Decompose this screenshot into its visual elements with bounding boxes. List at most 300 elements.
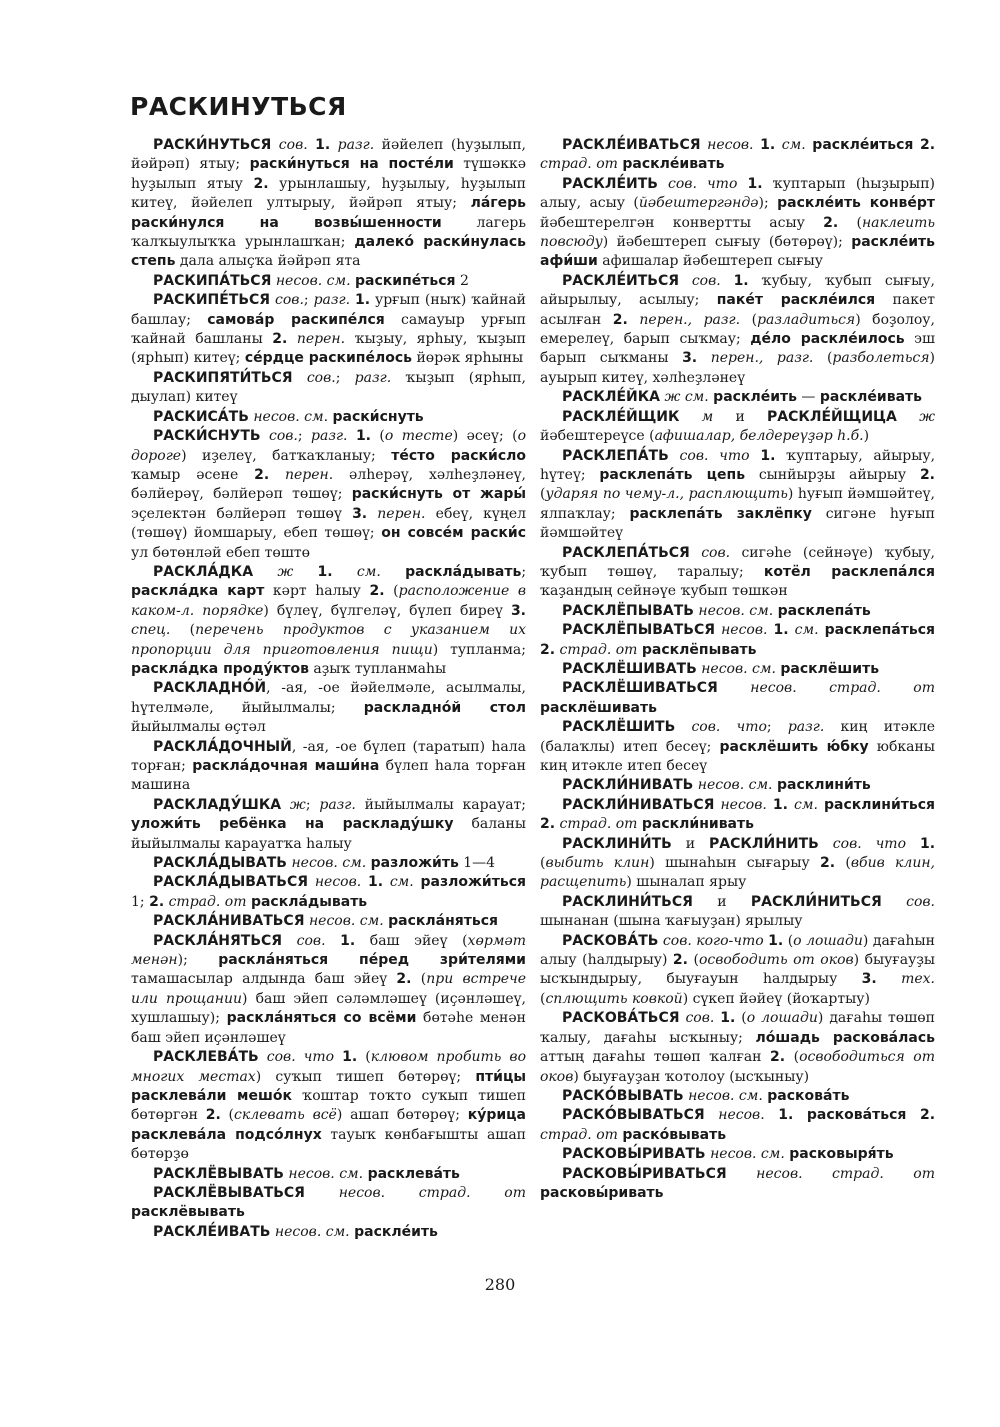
entry-text: ) дағаһын алыу (һалдырыу) — [540, 932, 935, 969]
entry-text: ; — [297, 428, 312, 445]
entry-text: наклеить повсюду — [540, 214, 935, 251]
entry-text: раскла́дочная маши́на — [192, 758, 380, 774]
entry-text: несов. см. — [291, 855, 367, 872]
entry-text: 2. — [253, 175, 269, 192]
dictionary-entry — [131, 1048, 526, 1164]
dictionary-entry — [131, 854, 526, 873]
dictionary-entry — [540, 175, 935, 272]
entry-text: ; — [521, 563, 527, 580]
entry-text — [253, 564, 277, 580]
entry-text — [793, 1107, 807, 1123]
dictionary-entry — [131, 932, 526, 1048]
entry-text: ( — [540, 486, 546, 503]
headword: РАСКЛА́ДЫВАТЬ — [153, 855, 287, 872]
entry-text: сов. что — [832, 835, 907, 852]
entry-text — [305, 1185, 339, 1201]
entry-text: 2. — [919, 1107, 936, 1124]
entry-text: сов. что — [691, 719, 767, 736]
entry-text: ( — [411, 971, 427, 988]
entry-text: сигәне һуғып йәмшәйтеү — [540, 505, 935, 542]
entry-text — [282, 933, 297, 949]
entry-text: см. — [356, 563, 381, 580]
entry-text: раскле́иться — [812, 137, 914, 153]
entry-text: о тесте — [384, 428, 453, 445]
entry-text: раскле́ить конве́рт — [777, 195, 935, 212]
entry-text: 1. — [773, 622, 789, 639]
entry-text: ) тупланма; — [432, 641, 526, 658]
dictionary-entry — [540, 447, 935, 544]
headword: РАСКЛА́ДОЧНЫЙ — [153, 738, 292, 755]
entry-text — [718, 680, 750, 696]
entry-text: сов. — [268, 428, 298, 445]
entry-text: 1. — [760, 137, 776, 153]
entry-text — [334, 1049, 342, 1065]
entry-text: освободиться от оков — [540, 1049, 936, 1085]
dictionary-entry — [131, 427, 526, 563]
entry-text: эш барып сыҡманы — [540, 331, 936, 367]
headword: РАСКИПЕ́ТЬСЯ — [153, 292, 271, 309]
entry-text: ) һуғып йәмшәйтеү, ялпаҡлау; — [540, 486, 935, 522]
entry-text: разг. — [787, 719, 825, 736]
headword: РАСКЛЁПЫВАТЬСЯ — [562, 622, 716, 639]
entry-text: паке́т раскле́ился — [716, 292, 876, 309]
entry-text: 2. — [920, 137, 936, 153]
entry-text — [765, 1107, 779, 1123]
dictionary-entry — [540, 408, 935, 447]
entry-text: ( — [838, 214, 862, 231]
entry-text: тех. — [901, 971, 935, 988]
entry-text: ) иҙелеү, батҡаҡланыу; — [181, 447, 392, 464]
entry-text — [727, 1166, 757, 1182]
dictionary-entry — [131, 272, 526, 291]
entry-text: 2. — [820, 855, 836, 872]
dictionary-entry — [131, 291, 526, 369]
entry-text: 2. — [919, 466, 935, 483]
entry-text: се́рдце раскипе́лось — [244, 350, 412, 367]
entry-text: несов. — [707, 137, 754, 153]
headword: РАСКЛЕПА́ТЬСЯ — [562, 544, 690, 561]
dictionary-entry — [131, 1184, 526, 1223]
entry-text: ҡамыр әсене — [131, 466, 255, 483]
entry-text: расклёпывать — [641, 641, 757, 658]
dictionary-entry — [131, 1165, 526, 1184]
entry-text: несов. см. — [697, 777, 773, 794]
entry-text: несов. страд. от — [338, 1184, 526, 1201]
dictionary-entry — [540, 796, 935, 835]
entry-text: ); — [758, 195, 778, 212]
dictionary-entry — [540, 893, 935, 932]
headword: РАСКЛИ́НИТЬСЯ — [750, 893, 882, 910]
dictionary-entry — [131, 738, 526, 796]
entry-text — [669, 448, 680, 464]
entry-text: разг. — [319, 796, 356, 813]
dictionary-entry — [131, 912, 526, 931]
entry-text: ( — [735, 1010, 747, 1027]
entry-text: урғып (ныҡ) ҡайнай башлау; — [131, 292, 526, 328]
entry-text: ҡаҙандың сейнәүе ҡубып төшкән — [540, 583, 788, 600]
dictionary-entry — [540, 1009, 935, 1087]
entry-text: разг. — [337, 137, 375, 153]
entry-text: афишалар, белдереүҙәр һ.б. — [654, 428, 864, 445]
entry-text — [679, 409, 701, 425]
dictionary-entry — [131, 679, 526, 737]
entry-text: пакет асылған — [540, 292, 935, 328]
entry-text — [697, 350, 711, 366]
entry-text: 1. — [340, 932, 356, 949]
running-head: РАСКИНУТЬСЯ — [130, 92, 347, 121]
entry-text — [259, 1049, 267, 1065]
entry-text: ж — [277, 563, 294, 580]
entry-text: ) баш эйеп сәләмләшеү (иҫәнләшеү, хушлашыу); — [131, 990, 527, 1027]
entry-text: склевать всё — [234, 1107, 337, 1124]
headword: РАСКЛА́НЯТЬСЯ — [153, 932, 283, 949]
entry-text — [658, 176, 668, 192]
entry-text — [271, 137, 278, 153]
entry-text: 3. — [510, 602, 526, 619]
dictionary-entry — [540, 1087, 935, 1106]
entry-text: раскле́ивать — [819, 389, 922, 406]
entry-text: , -ая, -ое бүлеп (таратып) һала торған; — [131, 738, 526, 774]
entry-text: 1. — [747, 175, 763, 192]
entry-text: ҡубыу, ҡубып сығыу, айырылыу, асылыу; — [540, 272, 935, 309]
entry-text: выбить клин — [545, 855, 650, 872]
entry-text: ул бөтөнләй ебеп төштө — [131, 544, 311, 561]
entry-text: бүлеп һала торған машина — [131, 758, 526, 794]
entry-text: ҡуптарыу, айырыу, һүтеү; — [540, 447, 936, 483]
entry-text: и — [671, 835, 710, 852]
dictionary-entry — [540, 136, 935, 175]
entry-text: вбив клин, расщепить — [540, 855, 936, 891]
entry-text: хөрмәт менән — [131, 932, 527, 969]
left-column — [131, 136, 526, 1242]
entry-text — [775, 137, 782, 153]
entry-text: ҡоштар тоҡто суҡып тишеп бөтөргән — [131, 1087, 526, 1124]
entry-text: кәрт һалыу — [264, 583, 370, 600]
entry-text: 2. — [672, 952, 688, 969]
entry-text: урынлашыу, һуҙылыу, һуҙылып китеү, йәйелеп ултырыу, йәйрәп ятыу; — [131, 175, 526, 212]
dictionary-entry — [131, 408, 526, 427]
entry-text — [705, 1107, 719, 1123]
dictionary-entry — [540, 544, 935, 602]
headword: РАСКИСА́ТЬ — [153, 408, 249, 425]
entry-text: 1. — [354, 292, 371, 309]
entry-text: разладиться — [757, 311, 856, 328]
entry-text — [269, 467, 285, 483]
entry-text — [261, 428, 269, 444]
entry-text: разг. — [311, 428, 348, 445]
entry-text: страд. от — [540, 156, 618, 173]
entry-text: ) быуғауҙан ҡотолоу (ысҡыныу) — [573, 1068, 810, 1085]
entry-text — [308, 874, 315, 890]
entry-text: ж см. — [664, 389, 709, 406]
entry-text: ж — [289, 796, 306, 813]
entry-text — [906, 1107, 920, 1123]
entry-text: те́сто раски́сло — [391, 447, 527, 464]
entry-text: раски́снуть — [332, 408, 424, 425]
entry-text — [293, 564, 317, 580]
entry-text: ) әсеү; ( — [452, 428, 518, 445]
dictionary-entry — [540, 1165, 935, 1204]
entry-text — [679, 273, 692, 289]
entry-text: ); — [177, 952, 219, 969]
headword: РАСКЛЁВЫВАТЬСЯ — [153, 1184, 305, 1201]
entry-text: ; — [303, 292, 314, 309]
entry-text: ) шыналап ярыу — [626, 874, 747, 891]
entry-text: ( — [357, 1049, 371, 1066]
entry-text: ) суҡып тишеп бөтөрөү; — [255, 1068, 476, 1085]
entry-text: несов. — [718, 1107, 765, 1124]
entry-text: 3. — [352, 505, 368, 522]
entry-text: страд. от — [168, 893, 247, 910]
entry-text: йәбештергәндә — [638, 195, 759, 212]
entry-text: 2. — [823, 214, 839, 231]
entry-text: несов. см. — [288, 1165, 364, 1182]
entry-text — [690, 545, 701, 561]
entry-text: раскипе́ться — [355, 272, 456, 289]
entry-text: баланы йыйылмалы карауатҡа һалыу — [131, 816, 526, 852]
entry-text: сов. — [691, 272, 721, 289]
entry-text: раскле́ить — [713, 389, 797, 406]
entry-text: при встрече или прощании — [131, 971, 526, 1007]
entry-text: м — [701, 408, 714, 425]
headword: РАСКЛА́ДКА — [153, 563, 254, 580]
entry-text: расклепа́ть — [777, 602, 871, 619]
entry-text: сов. — [906, 893, 936, 910]
entry-text: несов. страд. от — [750, 680, 935, 697]
entry-text: о лошади — [746, 1010, 818, 1027]
headword: РАСКЛИ́НИВАТЬСЯ — [562, 796, 715, 813]
entry-text: расклёвывать — [131, 1204, 245, 1221]
entry-text: ) сүкеп йәйеү (йоҡартыу) — [682, 990, 870, 1007]
entry-text: несов. см. — [710, 1146, 785, 1163]
entry-text: тауыҡ көнбағышты ашап бөтөрҙө — [131, 1126, 526, 1163]
entry-text: сов. — [275, 292, 304, 309]
headword: РАСКЛЕПА́ТЬ — [562, 447, 669, 464]
entry-text: аҙыҡ тупланмаһы — [308, 660, 447, 677]
entry-text — [367, 506, 377, 522]
entry-text: см. — [389, 874, 414, 891]
entry-text — [333, 564, 357, 580]
entry-text: о дороге — [131, 428, 526, 464]
headword: РАСКЛАДУ́ШКА — [153, 796, 282, 813]
entry-text: киң итәкле (балаҡлы) итеп бесеү; — [540, 719, 936, 755]
entry-text: раскла́няться пе́ред зри́телями — [218, 952, 526, 969]
entry-text: несов. см. — [308, 913, 384, 930]
entry-text — [361, 874, 368, 890]
entry-text — [877, 971, 901, 987]
entry-text: спец. — [131, 622, 171, 639]
entry-text: расклёшить — [780, 660, 880, 677]
entry-text — [281, 797, 290, 813]
entry-text: сов. что — [679, 447, 750, 464]
headword: РАСКЛА́НИВАТЬСЯ — [153, 913, 305, 930]
entry-text: раскле́ить афи́ши — [540, 234, 935, 270]
entry-text: ҡуптарып (һыҙырып) алыу, асыу ( — [540, 175, 935, 212]
entry-text: перен. — [377, 505, 426, 522]
entry-text: несов. см. — [698, 602, 774, 619]
headword: РАСКЛЕ́ИВАТЬСЯ — [562, 137, 701, 153]
dictionary-entry — [131, 369, 526, 408]
entry-text: раскла́дывать — [405, 563, 522, 580]
entry-text: разг. — [354, 369, 392, 386]
entry-text: несов. см. — [274, 1223, 350, 1240]
entry-text: ) бүлеү, бүлгеләү, бүлеп биреү — [263, 602, 511, 619]
entry-text: ударяя по чему-л., расплющить — [545, 486, 788, 503]
entry-text: ( — [740, 311, 758, 328]
entry-text — [381, 564, 405, 580]
entry-text: лагерь ҡалҡыулыҡҡа урынлашҡан; — [131, 214, 526, 251]
entry-text: раскла́дка карт — [131, 583, 265, 600]
entry-text — [897, 409, 919, 425]
entry-text: йәйелеп (һуҙылып, йәйрәп) ятыу; — [131, 137, 527, 173]
entry-text: несов. — [721, 622, 768, 639]
entry-text: расклепа́ть заклёпку — [629, 505, 812, 522]
entry-text: сов. — [278, 137, 308, 153]
entry-text: ( — [835, 855, 851, 872]
entry-text: расклепа́ть цепь — [599, 466, 746, 483]
entry-text: афишалар йәбештереп сығыу — [597, 253, 824, 270]
entry-text — [721, 273, 734, 289]
entry-text — [330, 137, 337, 153]
headword: РАСКИПА́ТЬСЯ — [153, 272, 272, 289]
entry-text: см. — [781, 137, 806, 153]
entry-text: самауыр урғып ҡайнай башланы — [131, 311, 527, 348]
entry-text: бөтәһе менән баш эйеп иҫәнләшеү — [131, 1010, 526, 1046]
entry-text: 1. — [355, 428, 371, 445]
entry-text: сынйырҙы айырыу — [745, 466, 920, 483]
dictionary-entry — [540, 718, 935, 776]
entry-text: ) — [863, 428, 870, 445]
dictionary-entry — [540, 621, 935, 660]
entry-text: түшәккә һуҙылып ятыу — [131, 156, 527, 192]
dictionary-entry — [540, 660, 935, 679]
dictionary-entry — [540, 388, 935, 407]
entry-text: ( — [687, 952, 699, 969]
dictionary-entry — [540, 1106, 935, 1145]
entry-text: расклёшить ю́бку — [719, 738, 869, 755]
entry-text: 1. — [760, 447, 776, 464]
entry-text: сов. — [685, 1010, 715, 1027]
headword: РАСКЛЕ́ЙКА — [562, 389, 660, 406]
entry-text: перечень продуктов с указанием их пропорции для приготовления пищи — [131, 622, 526, 658]
headword: РАСКИ́НУТЬСЯ — [153, 137, 272, 153]
entry-text: освободить от оков — [698, 952, 854, 969]
dictionary-entry — [540, 1145, 935, 1164]
headword: РАСКЛИНИ́ТЬСЯ — [562, 893, 693, 910]
entry-text: сов. что — [266, 1049, 335, 1066]
entry-text: сов. что — [668, 175, 738, 192]
headword: РАСКЛЁШИВАТЬСЯ — [562, 680, 718, 697]
headword: РАСКЛИ́НИТЬ — [709, 835, 819, 852]
entry-text — [737, 176, 747, 192]
entry-text: 2. — [396, 971, 412, 988]
entry-text: расклепа́ться — [824, 622, 936, 639]
dictionary-entry — [540, 835, 935, 893]
entry-text: ( — [540, 990, 546, 1007]
entry-text: разложи́ть — [370, 855, 459, 872]
headword: РАСКО́ВЫВАТЬСЯ — [562, 1107, 705, 1124]
dictionary-entry — [540, 272, 935, 388]
entry-text: ) ауырып китеү, хәлһеҙләнеү — [540, 350, 936, 386]
entry-text: ; — [305, 796, 320, 813]
entry-text: ( — [813, 350, 833, 367]
dictionary-entry — [131, 873, 526, 912]
entry-text — [414, 874, 421, 890]
dictionary-entry — [540, 602, 935, 621]
entry-text: дала алыҫҡа йәйрәп ята — [175, 253, 361, 270]
entry-text: он совсе́м раски́с — [381, 525, 526, 542]
entry-text: , -ая, -ое йәйелмәле, асылмалы, һүтелмәле, йыйылмалы; — [131, 680, 526, 716]
entry-text: тамашасылар алдында баш эйеү — [131, 971, 397, 988]
entry-text — [293, 370, 307, 386]
dictionary-entry — [131, 136, 526, 272]
entry-text: расклини́ться — [823, 796, 936, 813]
entry-text: 1. — [778, 1107, 794, 1124]
headword: РАСКОВА́ТЬСЯ — [562, 1010, 680, 1027]
entry-text: и — [692, 893, 751, 910]
headword: РАСКЛЕ́ЙЩИК — [562, 408, 680, 425]
entry-text: 1. — [315, 137, 331, 153]
entry-text: йөрәк ярһыны — [412, 350, 524, 367]
entry-text — [326, 933, 341, 949]
entry-text: несов. — [720, 796, 767, 813]
entry-text: 1; — [131, 893, 150, 910]
entry-text: страд. от — [559, 641, 638, 658]
dictionary-entry — [131, 563, 526, 679]
entry-text: ( — [540, 855, 546, 872]
headword: РАСКИ́СНУТЬ — [153, 428, 261, 445]
entry-text: расклева́ть — [367, 1165, 460, 1182]
dictionary-entry — [131, 796, 526, 854]
entry-text: — — [796, 389, 820, 406]
entry-text: раски́снуть от жары́ — [351, 486, 527, 503]
entry-text: 2. — [540, 816, 556, 833]
entry-text — [913, 137, 920, 153]
entry-text: сплющить ковкой — [545, 990, 683, 1007]
entry-text: ( — [220, 1107, 235, 1124]
entry-text: 1. — [768, 932, 784, 949]
entry-text: сигәһе (сейнәүе) ҡубыу, ҡубып төшөү, таралыу; — [540, 544, 936, 580]
entry-text: ) шынаһын сығарыу — [649, 855, 821, 872]
entry-text: ) боҙолоу, емерелеү, барып сыҡмау; — [540, 311, 935, 348]
entry-text: ла́герь раски́нулся на возвы́шенности — [131, 195, 526, 231]
entry-text: уложи́ть ребёнка на раскладу́шку — [131, 816, 454, 833]
entry-text: раскле́ить — [354, 1223, 438, 1240]
entry-text — [750, 448, 761, 464]
entry-text: раски́нуться на посте́ли — [249, 156, 454, 173]
headword: РАСКЛЕ́ИТЬ — [562, 175, 658, 192]
entry-text: несов. — [314, 874, 362, 891]
headword: РАСКО́ВЫВАТЬ — [562, 1087, 684, 1104]
page-number: 280 — [484, 1275, 516, 1294]
dictionary-entry — [540, 932, 935, 1010]
entry-text: ж — [919, 408, 936, 425]
entry-text: перен. — [296, 331, 346, 348]
entry-text: самова́р раскипе́лся — [207, 311, 385, 328]
entry-text: раско́вывать — [622, 1126, 727, 1143]
headword: РАСКЛЁВЫВАТЬ — [153, 1165, 284, 1182]
entry-text — [882, 894, 906, 910]
entry-text: йәбештерелгән конвертты асыу — [540, 214, 824, 231]
entry-text: сов. кого-что — [662, 932, 764, 949]
entry-text: ( — [384, 583, 399, 600]
headword: РАСКЛАДНО́Й — [153, 680, 267, 697]
entry-text: см. — [794, 796, 818, 813]
dictionary-entry — [540, 679, 935, 718]
entry-text: йыйылмалы өҫтәл — [131, 719, 266, 736]
headword: РАСКЛЕ́ЙЩИЦА — [767, 408, 897, 425]
entry-text: йыйылмалы карауат; — [355, 796, 526, 813]
